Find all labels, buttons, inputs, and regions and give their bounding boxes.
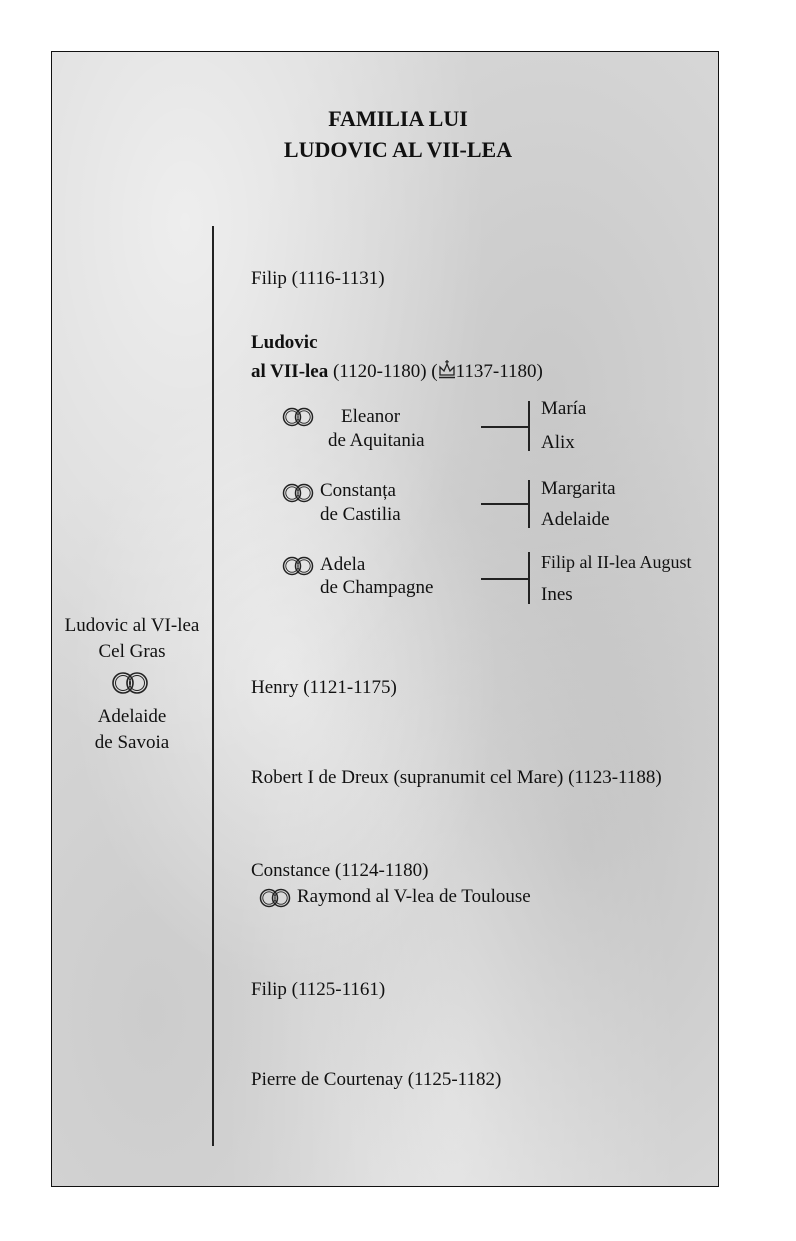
title-line-1: FAMILIA LUI — [328, 106, 468, 131]
wedding-rings-icon — [280, 406, 316, 428]
father-name-line-2: Cel Gras — [98, 641, 166, 662]
spouse-3-line-2: de Champagne — [320, 577, 434, 598]
child-constance: Constance (1124-1180) — [251, 860, 429, 881]
child-pierre: Pierre de Courtenay (1125-1182) — [251, 1069, 502, 1090]
child-filip-1125: Filip (1125-1161) — [251, 979, 386, 1000]
ludovic-reign: 1137-1180) — [455, 361, 543, 382]
father-name-line-1: Ludovic al VI-lea — [64, 615, 200, 636]
spouse-1-child-2: Alix — [541, 432, 575, 453]
spouse-3-line-1: Adela — [320, 554, 366, 575]
spouse-2-children-bracket — [528, 480, 530, 528]
spouse-1-child-1: María — [541, 398, 587, 419]
spouse-3-connector — [481, 578, 529, 580]
wedding-rings-icon — [108, 670, 152, 696]
family-trunk-line — [212, 226, 214, 1146]
spouse-2-connector — [481, 503, 529, 505]
spouse-2-child-1: Margarita — [541, 478, 616, 499]
spouse-2-line-1: Constanța — [320, 480, 396, 501]
wedding-rings-icon — [280, 482, 316, 504]
spouse-2-line-2: de Castilia — [320, 504, 401, 525]
ludovic-name-line-1: Ludovic — [251, 332, 318, 353]
wedding-rings-icon — [257, 887, 293, 909]
spouse-3-child-1: Filip al II-lea August — [541, 552, 692, 572]
child-henry: Henry (1121-1175) — [251, 677, 397, 698]
crown-icon — [438, 360, 456, 379]
spouse-3-child-2: Ines — [541, 584, 573, 605]
spouse-2-child-2: Adelaide — [541, 509, 610, 530]
mother-name-line-2: de Savoia — [94, 732, 170, 753]
spouse-1-line-1: Eleanor — [341, 406, 401, 427]
child-filip-1116: Filip (1116-1131) — [251, 268, 385, 289]
ludovic-name-line-2: al VII-lea — [251, 361, 329, 382]
title-line-2: LUDOVIC AL VII-LEA — [283, 137, 513, 162]
constance-spouse: Raymond al V-lea de Toulouse — [297, 886, 531, 907]
ludovic-name-line-2-row — [251, 360, 543, 383]
wedding-rings-icon — [280, 555, 316, 577]
spouse-1-line-2: de Aquitania — [328, 430, 425, 451]
mother-name-line-1: Adelaide — [97, 706, 167, 727]
spouse-3-children-bracket — [528, 552, 530, 604]
ludovic-dates: (1120-1180) ( — [332, 361, 438, 382]
spouse-1-connector — [481, 426, 529, 428]
spouse-1-children-bracket — [528, 401, 530, 451]
child-robert: Robert I de Dreux (supranumit cel Mare) (1123-1188) — [251, 767, 662, 788]
